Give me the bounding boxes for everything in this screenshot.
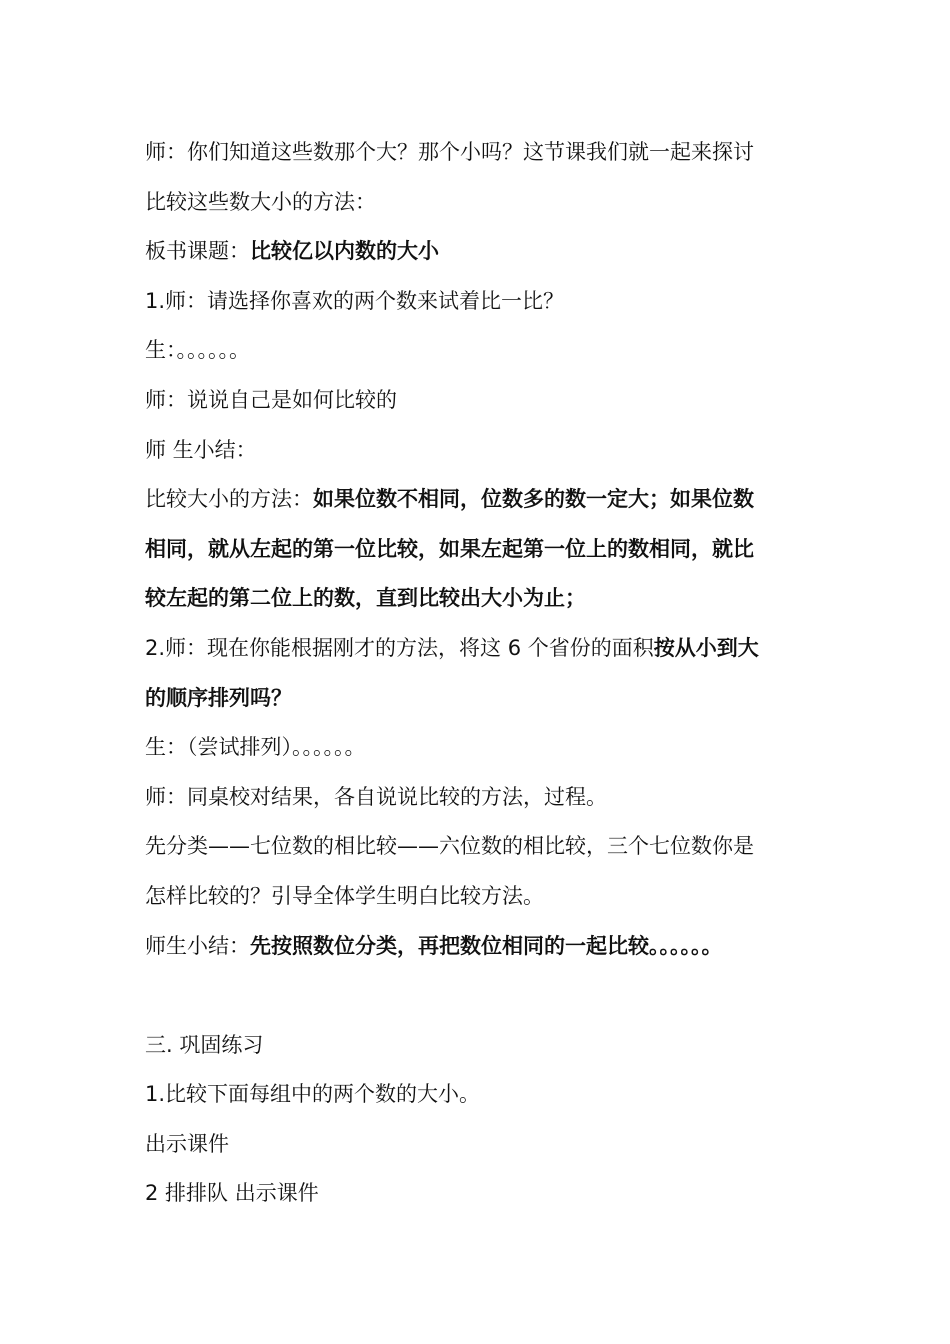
text-line	[145, 574, 815, 624]
bold-text: 如果位数不相同，位数多的数一定大；如果位数	[313, 487, 754, 512]
bold-text: 比较亿以内数的大小	[250, 239, 439, 264]
text-line	[145, 1070, 815, 1120]
text-line	[145, 277, 815, 327]
bold-text: 按从小到大	[653, 635, 759, 660]
text-line	[145, 426, 815, 476]
text-segment: 板书课题：	[145, 239, 250, 264]
bold-text: 先按照数位分类，再把数位相同的一起比较。。。。。。	[250, 933, 723, 958]
text-segment: 师：说说自己是如何比较的	[145, 387, 397, 412]
text-segment: 师生小结：	[145, 933, 250, 958]
text-line	[145, 475, 815, 525]
text-line	[145, 376, 815, 426]
text-segment: 出示课件	[145, 1131, 229, 1156]
text-segment: 师：同桌校对结果，各自说说比较的方法，过程。	[145, 784, 607, 809]
text-segment: 师：你们知道这些数那个大？那个小吗？这节课我们就一起来探讨	[145, 140, 754, 164]
text-line	[145, 525, 815, 575]
text-segment: 比较大小的方法：	[145, 487, 313, 512]
text-line	[145, 1021, 815, 1071]
text-segment: 2.师：现在你能根据刚才的方法，将这 6 个省份的面积	[145, 635, 654, 660]
bold-text: 较左起的第二位上的数，直到比较出大小为止；	[145, 586, 586, 611]
text-segment: 生：（尝试排列）。。。。。。	[145, 735, 366, 760]
text-line	[145, 178, 815, 228]
text-segment: 1.比较下面每组中的两个数的大小。	[145, 1082, 481, 1107]
text-segment: 先分类——七位数的相比较——六位数的相比较，三个七位数你是	[145, 834, 754, 859]
text-segment: 怎样比较的？引导全体学生明白比较方法。	[145, 883, 544, 908]
text-segment: 师 生小结：	[145, 437, 257, 462]
text-segment: 三. 巩固练习	[145, 1032, 264, 1057]
text-segment: 1.师：请选择你喜欢的两个数来试着比一比？	[145, 288, 565, 313]
text-line	[145, 822, 815, 872]
document-body	[145, 128, 815, 1219]
text-line	[145, 773, 815, 823]
bold-text: 的顺序排列吗？	[145, 685, 292, 710]
text-line	[145, 326, 815, 376]
text-line	[145, 723, 815, 773]
text-line	[145, 128, 815, 178]
text-line	[145, 674, 815, 724]
text-line	[145, 872, 815, 922]
text-segment: 2 排排队 出示课件	[145, 1181, 319, 1206]
text-segment: 生：。。。。。。	[145, 338, 250, 363]
blank-line	[145, 971, 815, 1021]
bold-text: 相同，就从左起的第一位比较，如果左起第一位上的数相同，就比	[145, 536, 754, 561]
text-line	[145, 1169, 815, 1219]
text-segment: 比较这些数大小的方法：	[145, 189, 376, 214]
text-line	[145, 1120, 815, 1170]
text-line	[145, 922, 815, 972]
text-line	[145, 624, 815, 674]
text-line	[145, 227, 815, 277]
